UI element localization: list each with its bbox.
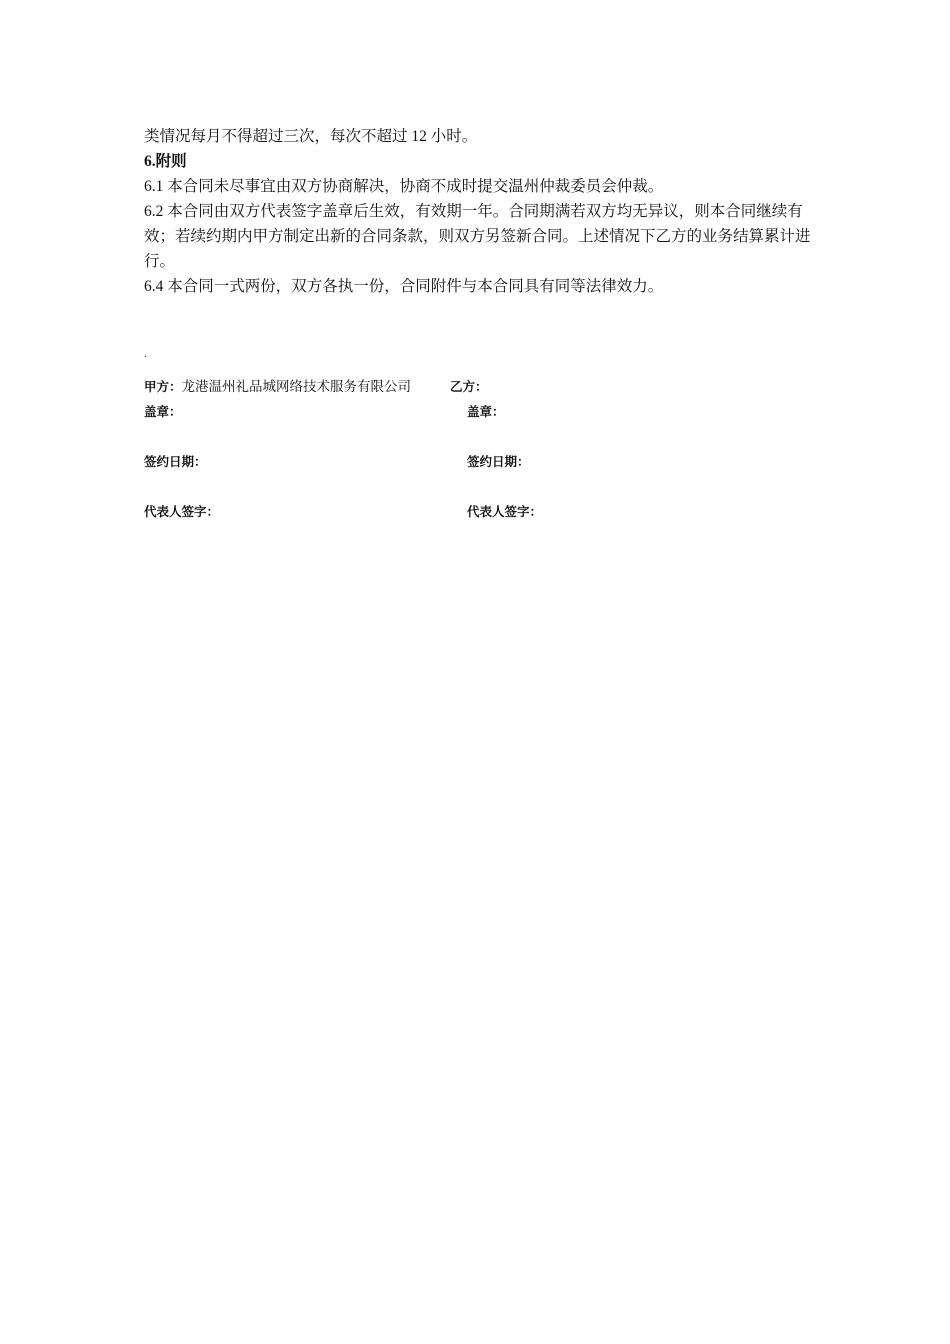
date-label-a: 签约日期：: [144, 454, 207, 469]
date-label-b: 签约日期：: [467, 454, 530, 469]
contract-body: [144, 124, 812, 299]
representative-row: [144, 503, 812, 521]
continuation-line: 类情况每月不得超过三次，每次不超过 12 小时。: [144, 128, 478, 145]
clause-6-4: 6.4 本合同一式两份，双方各执一份，合同附件与本合同具有同等法律效力。: [144, 278, 664, 295]
party-a: [144, 378, 411, 396]
seal-label-a: 盖章：: [144, 404, 182, 419]
clause-6-2: 6.2 本合同由双方代表签字盖章后生效，有效期一年。合同期满若双方均无异议，则本合同继续有效；若续约期内甲方制定出新的合同条款，则双方另签新合同。上述情况下乙方的业务结算累计进行。: [144, 203, 811, 270]
rep-label-b: 代表人签字：: [467, 504, 543, 519]
seal-label-b: 盖章：: [467, 404, 505, 419]
date-row: [144, 453, 812, 471]
party-a-label: 甲方：: [144, 379, 182, 394]
section-heading: 6.附则: [144, 153, 187, 170]
party-b-label: 乙方：: [450, 379, 488, 394]
party-a-name: 龙港温州礼品城网络技术服务有限公司: [181, 379, 412, 394]
parties-row: [144, 378, 812, 396]
clause-6-1: 6.1 本合同未尽事宜由双方协商解决，协商不成时提交温州仲裁委员会仲裁。: [144, 178, 664, 195]
rep-label-a: 代表人签字：: [144, 504, 220, 519]
seal-row: [144, 403, 812, 421]
separator-dot: .: [144, 346, 147, 360]
